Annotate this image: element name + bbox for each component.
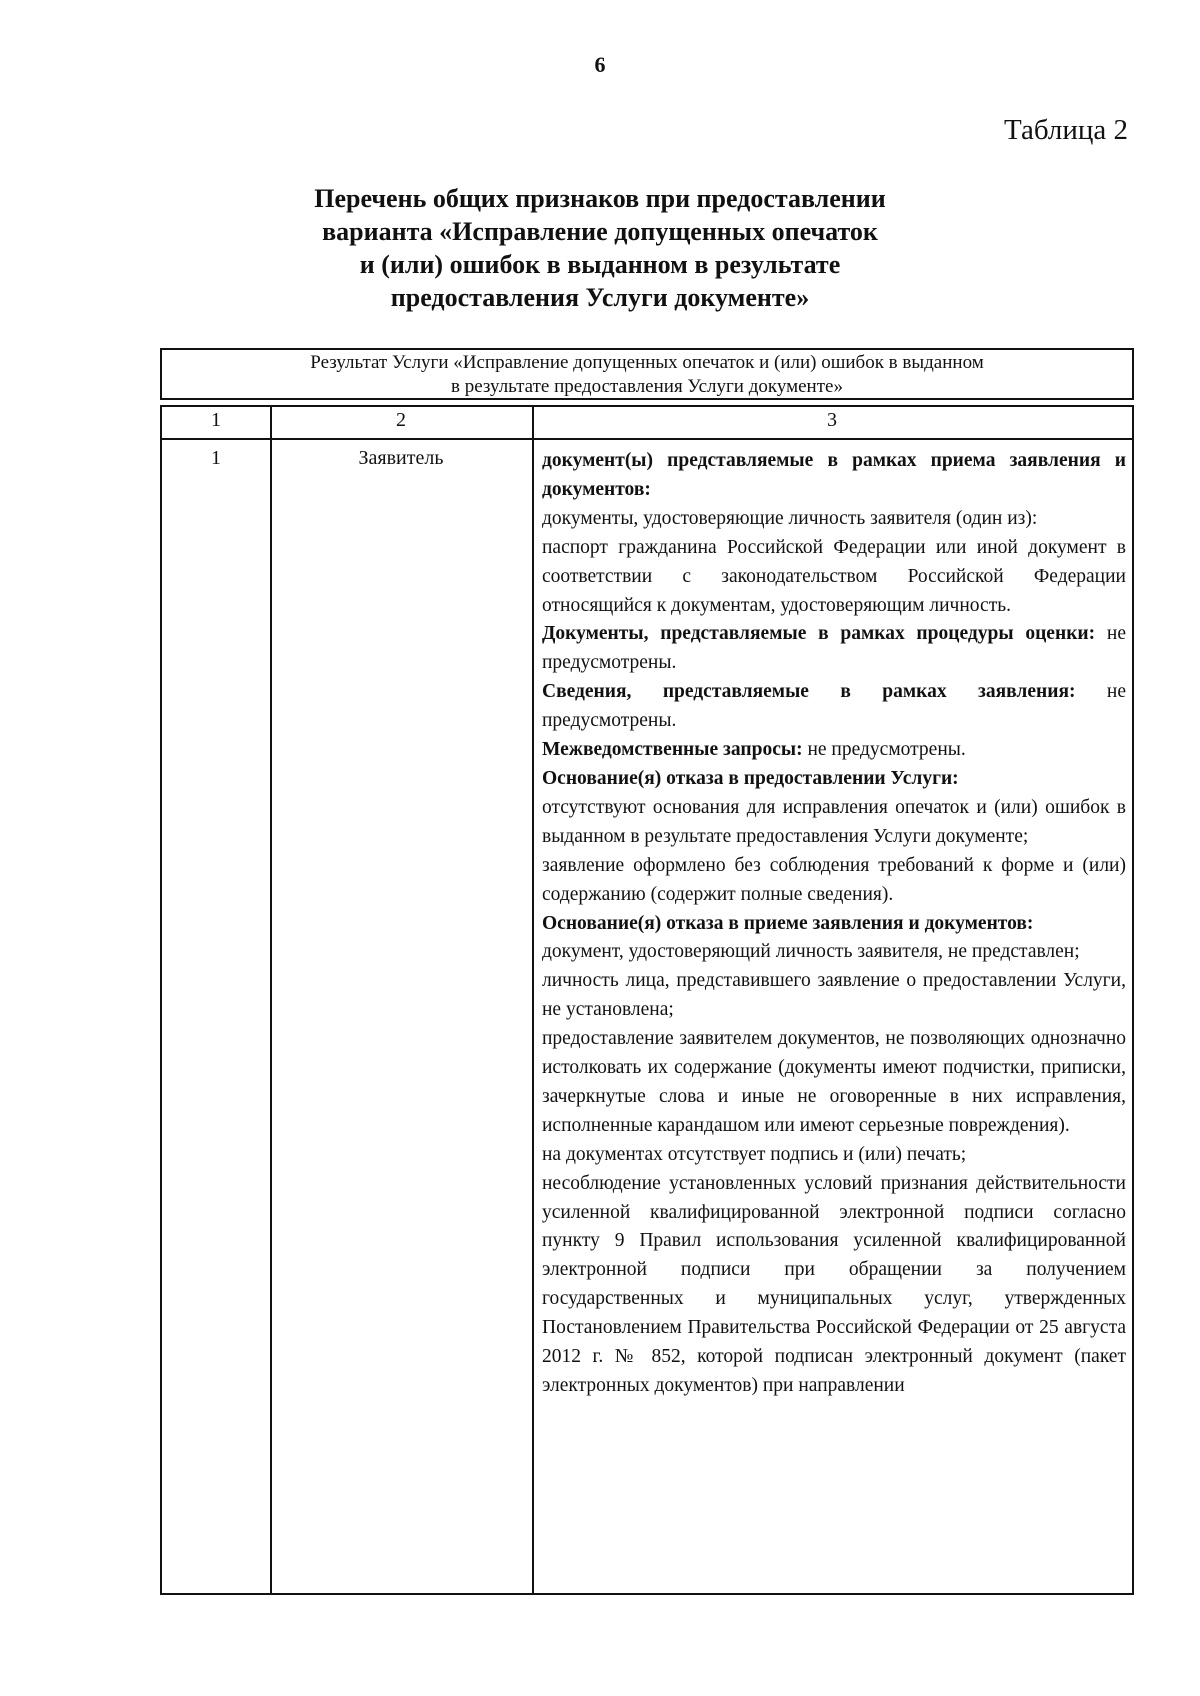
- paragraph-heading: Основание(я) отказа в приеме заявления и документов:: [542, 912, 1034, 934]
- result-header-line: в результате предоставления Услуги документе»: [451, 376, 843, 397]
- content-paragraph: [542, 1141, 1126, 1170]
- content-paragraph: [542, 852, 1126, 910]
- column-number-1: 1: [211, 409, 221, 431]
- paragraph-text: личность лица, представившего заявление о предоставлении Услуги, не установлена;: [542, 970, 1126, 1021]
- title-line: варианта «Исправление допущенных опечаток: [322, 217, 878, 246]
- row-number: 1: [211, 447, 221, 469]
- paragraph-heading: Сведения, представляемые в рамках заявления:: [542, 681, 1076, 703]
- paragraph-heading: Межведомственные запросы:: [542, 739, 803, 761]
- paragraph-text: на документах отсутствует подпись и (или) печать;: [542, 1143, 967, 1165]
- content-paragraph: [542, 447, 1126, 505]
- title-line: предоставления Услуги документе»: [390, 283, 810, 312]
- column-divider: [532, 407, 534, 1593]
- content-paragraph: [542, 505, 1126, 534]
- column-divider: [270, 407, 272, 1593]
- result-header-line: Результат Услуги «Исправление допущенных опечаток и (или) ошибок в выданном: [310, 352, 984, 373]
- content-paragraph: [542, 678, 1126, 736]
- content-paragraph: [542, 910, 1126, 939]
- paragraph-text: не предусмотрены.: [542, 623, 1127, 674]
- title-line: и (или) ошибок в выданном в результате: [359, 250, 841, 279]
- applicant-cell: Заявитель: [358, 447, 444, 469]
- content-paragraph: [542, 765, 1126, 794]
- paragraph-heading: документ(ы) представляемые в рамках приема заявления и документов:: [542, 450, 1126, 500]
- column-number-2: 2: [396, 409, 406, 431]
- content-paragraph: [542, 967, 1126, 1025]
- paragraph-heading: Основание(я) отказа в предоставлении Услуги:: [542, 767, 959, 789]
- criteria-content: [542, 447, 1126, 1401]
- content-paragraph: [542, 1025, 1126, 1141]
- criteria-table: [160, 405, 1134, 1595]
- content-paragraph: [542, 1170, 1126, 1401]
- paragraph-text: заявление оформлено без соблюдения требований к форме и (или) содержанию (содержит полные сведения).: [542, 854, 1126, 905]
- content-paragraph: [542, 534, 1126, 621]
- column-number-3: 3: [827, 409, 837, 431]
- page-number: 6: [594, 52, 606, 77]
- paragraph-text: несоблюдение установленных условий признания действительности усиленной квалифицированной электронной подписи согласно пункту 9 Правил использования усиленной квалифицированной электронной подписи при обращении за получением государственных и муниципальных услуг, утвержденных Постановлением Правительства Российской Федерации от 25 августа 2012 г. № 852, которой подписан электронный документ (пакет электронных документов) при направлении: [542, 1172, 1126, 1396]
- paragraph-text: отсутствуют основания для исправления опечаток и (или) ошибок в выданном в результате предоставления Услуги документе;: [542, 796, 1126, 847]
- paragraph-text: документ, удостоверяющий личность заявителя, не представлен;: [542, 941, 1080, 963]
- content-paragraph: [542, 794, 1126, 852]
- paragraph-text: паспорт гражданина Российской Федерации или иной документ в соответствии с законодательством Российской Федерации относящийся к документам, удостоверяющим личность.: [542, 536, 1126, 616]
- content-paragraph: [542, 938, 1126, 967]
- header-divider: [162, 438, 1132, 440]
- paragraph-text: документы, удостоверяющие личность заявителя (один из):: [542, 507, 1038, 529]
- table-label: Таблица 2: [1003, 114, 1128, 146]
- paragraph-text: предоставление заявителем документов, не позволяющих однозначно истолковать их содержание (документы имеют подчистки, приписки, зачеркнутые слова и иные не оговоренные в них исправления, исполненные карандашом или имеют серьезные повреждения).: [542, 1028, 1126, 1136]
- paragraph-text: не предусмотрены.: [542, 681, 1126, 732]
- document-title: [250, 182, 950, 314]
- content-paragraph: [542, 736, 1126, 765]
- title-line: Перечень общих признаков при предоставлении: [314, 184, 886, 213]
- paragraph-heading: Документы, представляемые в рамках процедуры оценки:: [542, 623, 1096, 645]
- result-header: [160, 348, 1134, 400]
- paragraph-text: не предусмотрены.: [802, 739, 966, 761]
- content-paragraph: [542, 620, 1126, 678]
